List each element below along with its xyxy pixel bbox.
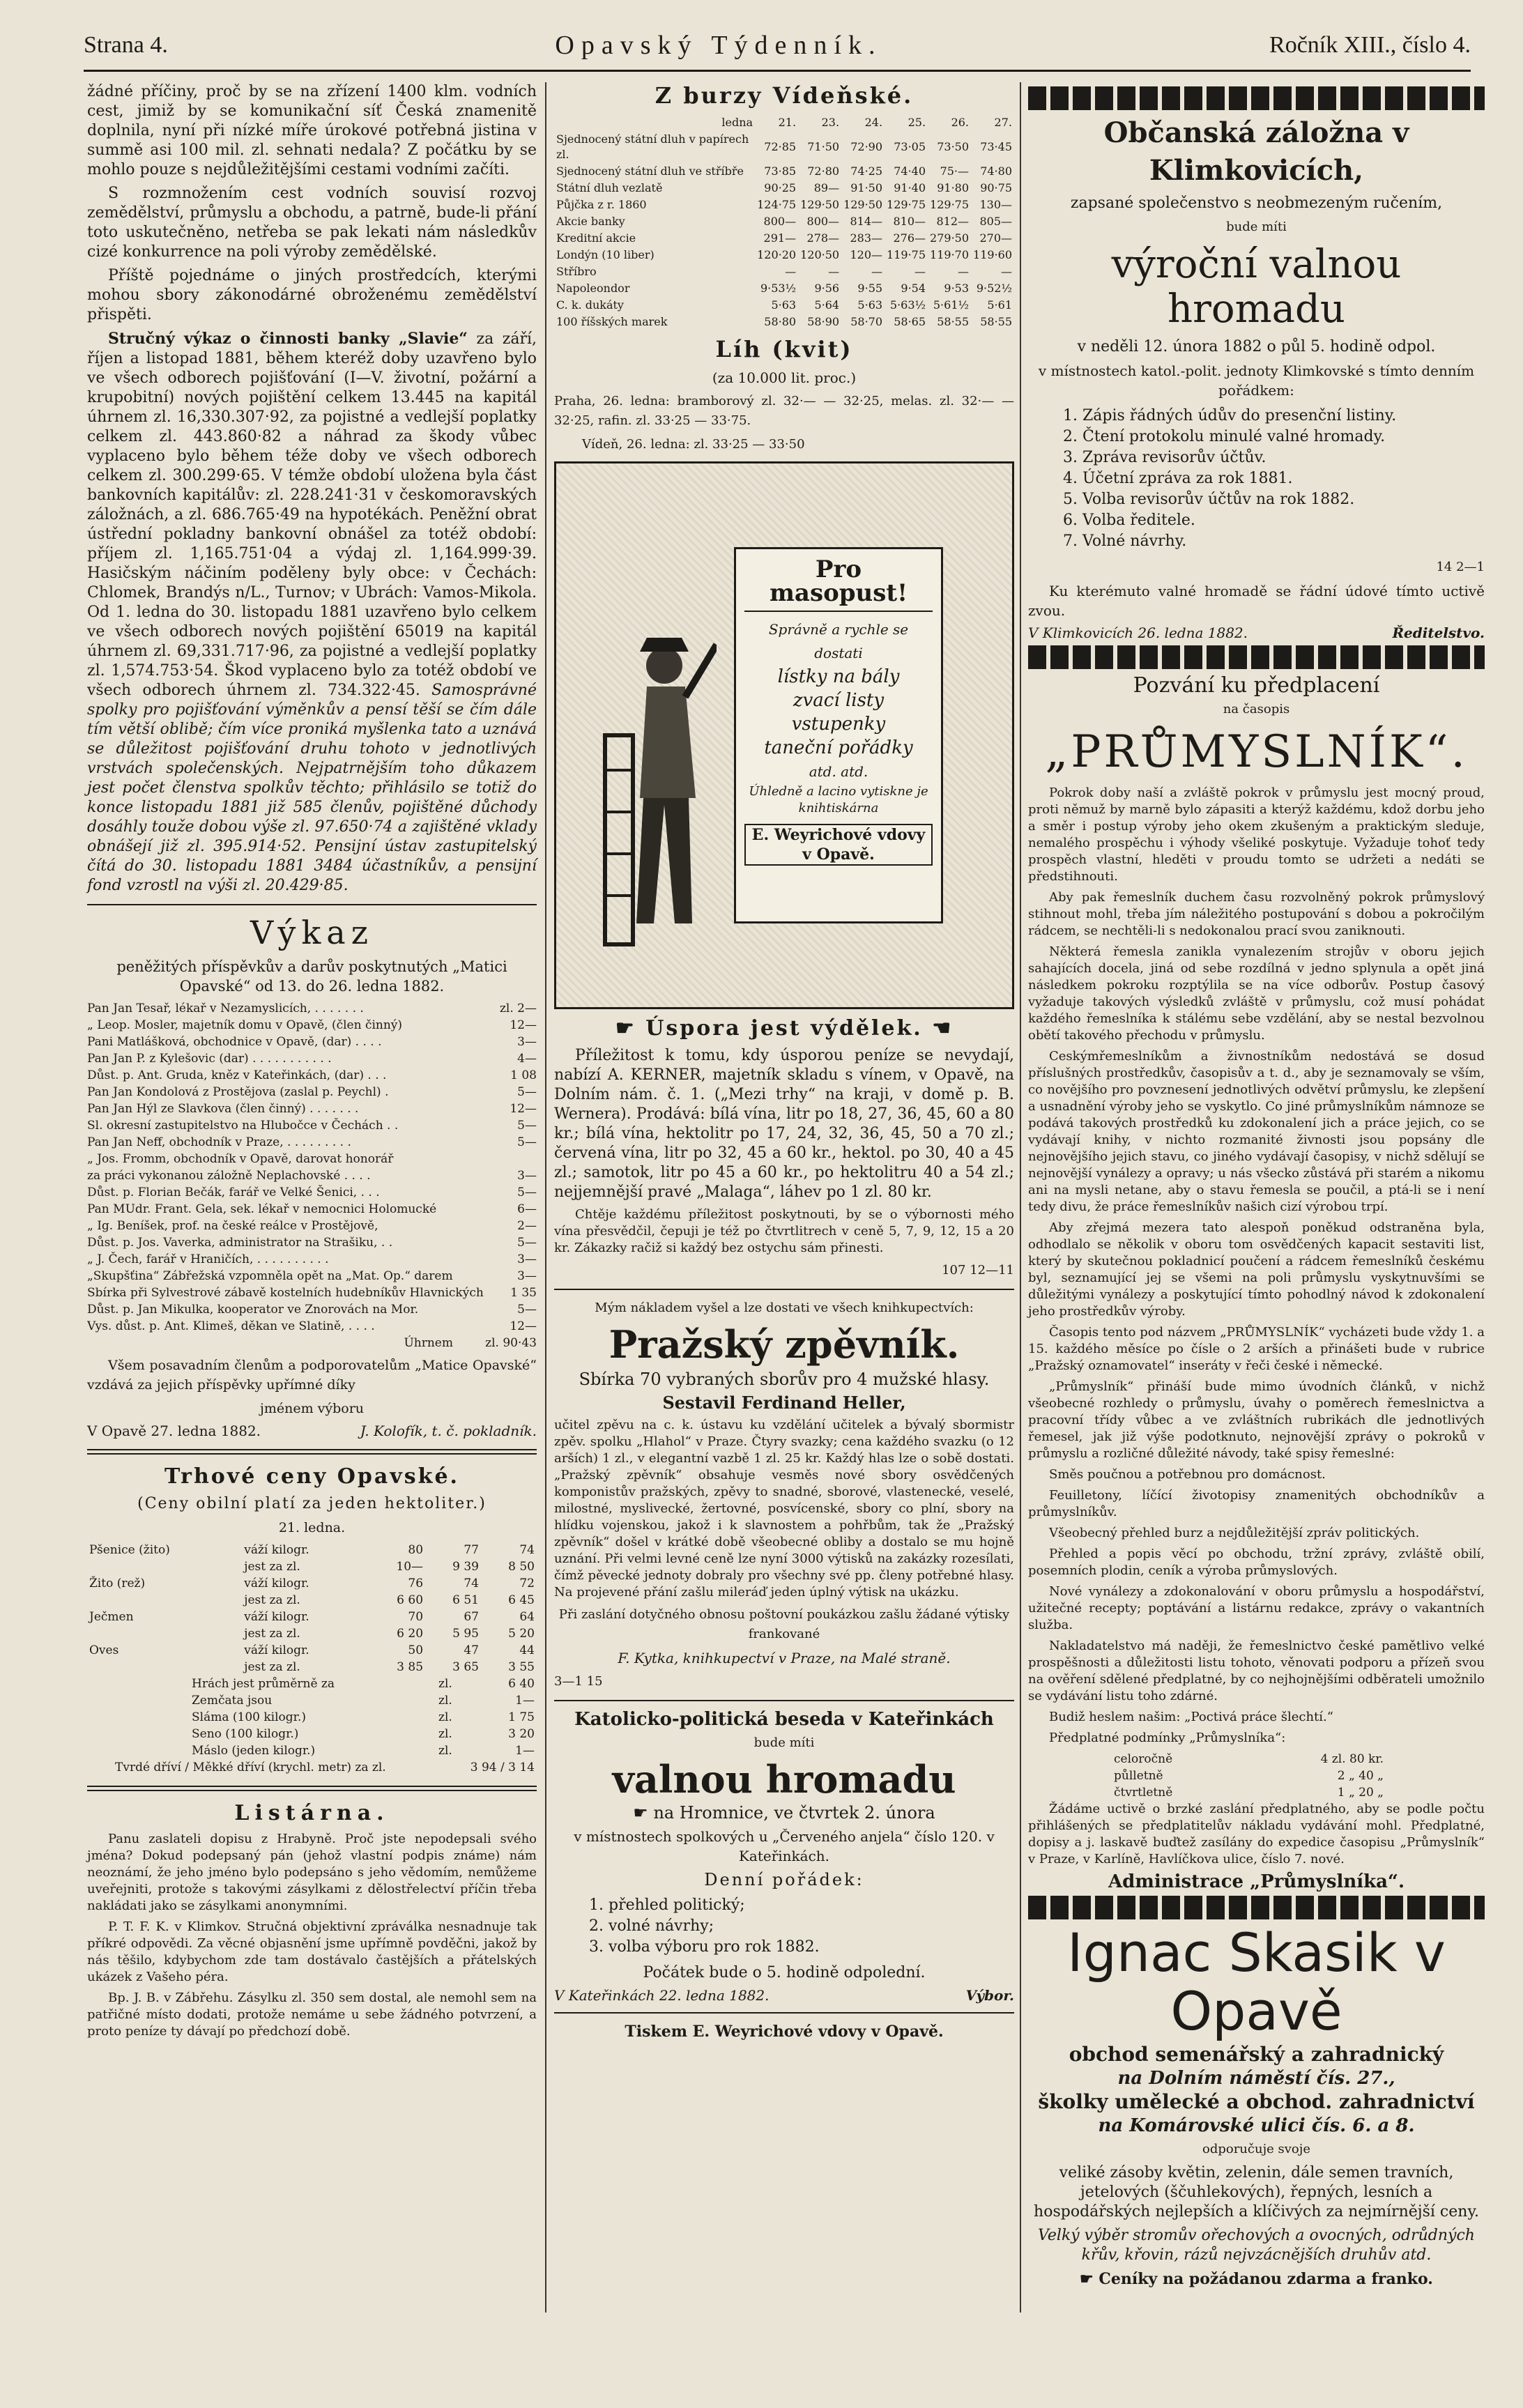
table-row: Kreditní akcie 291— 278— 283— 276— 279·50 270— [556,231,1012,245]
column-3 [1028,82,1485,2293]
table-row: Tvrdé dříví / Měkké dříví (krychl. metr) za zl. 3 94 / 3 14 [115,1761,535,1774]
list-item: „ Leop. Mosler, majetník domu v Opavě, (člen činný) 12— [87,1018,537,1032]
list-item: Důst. p. Jos. Vaverka, administrator na Strašiku, . . 5— [87,1236,537,1250]
masthead: Opavský Týdenník. [555,31,882,60]
divider [554,1700,1014,1701]
poster-line: atd. atd. [809,763,868,780]
price-head: Předplatné podmínky „Průmyslníka“: [1049,1731,1286,1745]
ad-number: 14 2—1 [1436,560,1485,574]
list-item: 1. Zápis řádných údův do presenční listiny. [1063,407,1397,424]
skasik-text: veliké zásoby květin, zelenin, dále semen travních, jetelových (ščuhlekových), řepných, lesních a hospodářských nejlepších a klíčivých za nejmírnější ceny. [1034,2164,1479,2221]
listarna-item: P. T. F. K. v Klimkov. Stručná objektivní zpráválka nesnadnuje tak příkré odpovědi. Za věcné objasnění jsme upřímně povděčni, jakož by nás těšilo, kdybychom zde tam dostávalo častějších a přátelských ukázek z Vašeho péra. [87,1919,537,1984]
list-item: Pan Jan P. z Kylešovic (dar) . . . . . . . . . . . 4— [87,1052,537,1066]
article-paragraph: Všeobecný přehled burz a nejdůležitější zpráv politických. [1049,1526,1420,1540]
donor-list [87,1000,537,1351]
table-row: jest za zl. 6 20 5 95 5 20 [244,1627,535,1641]
pozvani-subtitle: na časopis [1223,702,1290,716]
list-item: Sl. okresní zastupitelstvo na Hlubočce v Čechách . . 5— [87,1119,537,1133]
table-row: Seno (100 kilogr.) zl. 3 20 [192,1727,535,1741]
zalozna-end: Ku kterémuto valné hromadě se řádní údové tímto uctivě zvou. [1028,583,1485,619]
skasik-text: ☛ Ceníky na požádanou zdarma a franko. [1080,2270,1433,2288]
table-row: Londýn (10 liber) 120·20 120·50 120— 119·75 119·70 119·60 [556,248,1012,261]
beseda-when: ☛ na Hromnice, ve čtvrtek 2. února [633,1803,935,1823]
prices-title: Trhové ceny Opavské. [164,1464,459,1489]
list-item: „ Ig. Beníšek, prof. na české reálce v Prostějově, 2— [87,1219,537,1233]
zpevnik-text: učitel zpěvu na c. k. ústavu ku vzdělání učitelek a bývalý sbormistr zpěv. spolku „Hlahol“ v Praze. Čtyry svazky; cena každého svazku (o 12 arších) 1 zl., v elegantní vazbě 1 zl. 25 kr. Každý hlas lze o sobě dostati. „Pražský zpěvník“ obsahuje vesměs nové sbory osvědčených komponistův pražských, zpěvy to snadné, sborové, vlastenecké, veselé, milostné, myslivecké, žertovné, posvícenské, sbory co plní, sbory na hlídku vojenskou, jakož i k slavnostem a pohřbům, tak že „Pražský zpěvník“ došel v krátké době všeobecné obliby a dostalo se mu hojně uznání. Při velmi levné ceně lze nyní 3000 výtisků na zakázky rozesílati, čímž pěvecké jednoty dobraly pro všechny své pp. členy potřebné hlasy. Na projevené přání zašlu mileráď jeden úplný výtisk na ukázku. [554,1418,1014,1600]
list-item: Vys. důst. p. Ant. Klimeš, děkan ve Slatině, . . . . 12— [87,1319,537,1333]
poster-line: Úhledně a lacino vytiskne je knihtiskárna [749,784,928,815]
pointing-hand-icon: ☛ [1080,2270,1099,2288]
signature-name: Výbor. [965,1987,1014,2004]
page-number: Strana 4. [84,32,168,58]
uspora-text-2: Chtěje každému příležitost poskytnouti, by se o výbornosti mého vína přesvědčil, čepuji je též po čtvrtlitrech v ceně 5, 7, 9, 12, 15 a 20 kr. Zákazky račiž si každý bez ostychu sám přinesti. [554,1207,1014,1255]
table-row: jest za zl. 10— 9 39 8 50 [244,1560,535,1574]
thanks-by: jménem výboru [259,1401,365,1416]
table-row: Akcie banky 800— 800— 814— 810— 812— 805— [556,215,1012,228]
list-item: 1. přehled politický; [589,1896,745,1914]
list-item: 6. Volba ředitele. [1063,512,1195,529]
article-paragraph: Feuilletony, líčící životopisy znamenitých obchodníkův a průmyslníkův. [1028,1488,1485,1519]
table-row: Máslo (jeden kilogr.) zl. 1— [192,1744,535,1758]
ornamental-band [1028,1896,1485,1919]
beseda-start: Počátek bude o 5. hodině odpolední. [643,1964,926,1981]
article-paragraph: S rozmnožením cest vodních souvisí rozvoj zemědělství, průmyslu a obchodu, a patrně, bude-li přání toto uskutečněno, netřeba se pak lekati nám následkův cizé konkurrence na poli výroby zemědělské. [87,185,537,261]
table-row: Sláma (100 kilogr.) zl. 1 75 [192,1710,535,1724]
zpevnik-pre: Mým nákladem vyšel a lze dostati ve všech knihkupectvích: [595,1301,974,1315]
article-paragraph: „Průmyslník“ přináší bude mimo úvodních článků, v nichž všeobecné rozhledy o průmyslu, úvahy o poměrech řemeslnictva a pracovní třídy vůbec a ve zvláštních rubrikách dle jednotlivých řemesel, jak již výše podotknuto, nejnovější zprávy o pokroků v průmyslu a rozličné důležité návody, také spisy řemeslné: [1028,1379,1485,1461]
signature-place: V Kateřinkách 22. ledna 1882. [554,1987,770,2004]
table-row: Půjčka z r. 1860 124·75 129·50 129·50 129·75 129·75 130— [556,198,1012,211]
table-row: jest za zl. 6 60 6 51 6 45 [244,1593,535,1607]
article-paragraph: Žádáme uctivě o brzké zaslání předplatného, aby se podle počtu přihlášených se předplatitelův nákladu vydávání mohl. Předplatné, dopisy a j. laskavě buďtež zasílány do expedice časopisu „Průmyslník“ v Praze, v Karlíně, Havlíčkova ulice, číslo 7. nové. [1028,1802,1485,1866]
poster-line: taneční pořádky [764,737,913,758]
article-paragraph: Směs poučnou a potřebnou pro domácnost. [1049,1467,1326,1482]
signature-block [554,1987,1014,2004]
signature-name: Ředitelstvo. [1392,624,1485,641]
beseda-program-title: Denní pořádek: [704,1870,864,1889]
poster-sign [734,547,943,923]
poster-line: zvací listy [793,690,885,711]
printer-line: Tiskem E. Weyrichové vdovy v Opavě. [625,2023,944,2041]
issue-info: Ročník XIII., číslo 4. [1269,32,1471,58]
listarna-item: Panu zaslateli dopisu z Hrabyně. Proč jste nepodepsali svého jména? Dokud podepsaný pán (jehož vlastní podpis známe) nám neoznámí, že jeho jméno bylo podepsáno s jeho vědomím, nemůžeme uveřejniti, protože s takovými zásylkami z dělostřelectví příčin třeba nakládati jako se zásylkami anonymními. [87,1832,537,1913]
table-row: jest za zl. 3 85 3 65 3 55 [244,1660,535,1674]
list-item: Důst. p. Jan Mikulka, kooperator ve Znorovách na Mor. 5— [87,1303,537,1317]
lih-title: Líh (kvit) [715,336,853,362]
pozvani-title: Pozvání ku předplacení [1133,673,1380,698]
skasik-text: Velký výběr stromův ořechových a ovocných, odrůdných křův, křovin, rázů nejvzácnějších druhův atd. [1038,2227,1475,2264]
table-row: Zemčata jsou zl. 1— [192,1694,535,1708]
table-row: čtvrtletně 1 „ 20 „ [1114,1786,1384,1800]
zpevnik-subtitle: Sbírka 70 vybraných sborův pro 4 mužské hlasy. [579,1370,990,1389]
article-paragraph: Budiž heslem našim: „Poctivá práce šlechtí.“ [1049,1710,1333,1724]
ornamental-band [1028,645,1485,669]
column-divider [545,82,546,2313]
prices-subtitle: (Ceny obilní platí za jeden hektoliter.) [137,1495,487,1512]
signature-block [87,1422,537,1439]
list-item: Pan Jan Tesař, lékař v Nezamyslicích, . . . . . . . zl. 2— [87,1002,537,1015]
poster-title: Pro masopust! [744,558,933,612]
article-paragraph: Příště pojednáme o jiných prostředcích, kterými mohou sbory zákonodárné obroženému zemědělství přispěti. [87,267,537,323]
signature-place: V Klimkovicích 26. ledna 1882. [1028,624,1248,641]
skasik-name: Ignac Skasik v Opavě [1067,1922,1446,2042]
illustration-bill-poster [598,631,717,958]
subscription-table [1112,1751,1386,1801]
divider [87,1786,537,1791]
beseda-big: valnou hromadu [612,1757,956,1802]
list-item: 5. Volba revisorův účtův na rok 1882. [1063,491,1355,508]
zalozna-big: výroční valnou hromadu [1111,242,1402,332]
list-item: Pan Jan Hýl ze Slavkova (člen činný) . . . . . . . 12— [87,1102,537,1116]
beseda-program [554,1895,1014,1958]
list-item: Pan Jan Neff, obchodník v Praze, . . . . . . . . . 5— [87,1135,537,1149]
lih-text-2: Vídeň, 26. ledna: zl. 33·25 — 33·50 [582,437,805,452]
table-row: Sjednocený státní dluh ve stříbře 73·85 72·80 74·25 74·40 75·— 74·80 [556,164,1012,178]
lih-text: Praha, 26. ledna: bramborový zl. 32·— — 32·25, melas. zl. 32·— — 32·25, rafin. zl. 33·25 — 33·75. [554,394,1014,428]
table-row: Stříbro — — — — — — [556,265,1012,278]
zpevnik-signature: F. Kytka, knihkupectví v Praze, na Malé straně. [618,1650,951,1666]
zalozna-subtitle: zapsané společenstvo s neobmezeným ručením, [1070,194,1443,212]
slavie-text-italic: Samosprávné spolky pro pojišťování výměnkův a pensí těší se čím dále tím větší oblibě; čím více proniká myšlenka tato a uznává se důležitost pojišťování druhu tohoto v jednotlivých vrstvách společenských. Nejpatrnějším toho důkazem jest počet členstva spolkův těchto; přihlásilo se totiž do konce listopadu 1881 již 585 členův, pojištěné důchody dosáhly touže dobou výše zl. 97.650·74 a zajištěné vklady obnášejí již zl. 395.914·52. Pensijní ústav zastupitelský čítá do 30. listopadu 1881 3484 účastníkův, a pensijní fond vzrostl na výši zl. 20.429·85. [87,682,537,894]
column-divider [1020,82,1021,2313]
lih-subtitle: (za 10.000 lit. proc.) [712,369,857,386]
poster-shop: E. Weyrichové vdovy v Opavě. [744,824,933,866]
list-item: Pan MUdr. Frant. Gela, sek. lékař v nemocnici Holomucké 6— [87,1202,537,1216]
article-paragraph: Pokrok doby naší a zvláště pokrok v průmyslu jest mocný proud, proti němuž by marně bylo zápasiti a kterýž každému, kdož dorbu jeho a směr i postup výroby jeho okem zkušeným a praktickým sleduje, nemalého prospěchu i výhody všeliké poskytuje. Vyžaduje tohoť tedy prospěch vlastní, hleděti v proudu tomto se udržeti a nedáti se předstihnouti. [1028,785,1485,884]
skasik-subtitle: obchod semenářský a zahradnický [1069,2043,1444,2066]
slavie-text: za září, říjen a listopad 1881, během kteréž doby uzavřeno bylo ve všech odborech pojišťování (I—V. životní, požární a krupobitní) nových pojištění celkem 13.445 na kapitál úhrnem zl. 16,330.307·92, za pojistné a vedlejší poplatky celkem zl. 443.860·82 a náhrad za škody vůbec vyplaceno bylo během téže doby ve všech odborech celkem zl. 300.299·65. V témže období uložena byla část bankovních kapitálův: zl. 228.241·31 v českomoravských záložnách, a zl. 686.765·49 na hypotékách. Peněžní obrat ústřední pokladny bankovní obnášel za totéž období: příjem zl. 1,165.751·04 a výdaj zl. 1,164.999·39. Hasičským náčiním poděleny byly obce: v Čechách: Chlomek, Brandýs n/L., Turnov; v Ubrách: Vamos-Mikola. Od 1. ledna do 30. listopadu 1881 uzavřeno bylo celkem ve všech odborech nových pojištění 65019 na kapitál úhrnem zl. 69,331.717·96, za pojistné a vedlejší poplatky zl. 1,574.753·54. Škod vyplaceno bylo za totéž období ve všech odborech úhrnem zl. 734.322·45. [87,330,537,699]
table-row: Žito (rež) váží kilogr. 76 74 72 [89,1577,535,1590]
vykaz-subtitle: peněžitých příspěvkův a darův poskytnutých „Matici Opavské“ od 13. do 26. ledna 1882. [116,958,507,995]
header-rule [84,70,1471,72]
poster-line: lístky na bály [777,666,900,687]
list-item: Sbírka při Sylvestrové zábavě kostelních hudebníkův Hlavnických 1 35 [87,1286,537,1300]
table-row: Hrách jest průměrně za zl. 6 40 [192,1677,535,1691]
table-row: Sjednocený státní dluh v papírech zl. 72·85 71·50 72·90 73·05 73·50 73·45 [556,132,1012,161]
listarna-title: Listárna. [234,1801,390,1825]
article-paragraph: Časopis tento pod názvem „PRŮMYSLNÍK“ vycházeti bude vždy 1. a 15. každého měsíce po čísle o 2 arších a přinášeti bude v rubrice „Pražský oznamovatel“ inseráty v řeči české i německé. [1028,1325,1485,1373]
price-table [87,1542,537,1675]
pointing-hand-icon: ☚ [922,1016,954,1041]
divider [87,904,537,905]
ad-number: 3—1 15 [554,1674,603,1689]
beseda-subtitle: bude míti [753,1735,815,1750]
divider [87,1449,537,1455]
table-row: celoročně 4 zl. 80 kr. [1114,1752,1384,1766]
article-paragraph: Přehled a popis věcí po obchodu, tržní zprávy, zvláště obilí, posemních plodin, ceník a výroba průmyslových. [1028,1547,1485,1578]
table-row: Oves váží kilogr. 50 47 44 [89,1643,535,1657]
article-paragraph: Nakladatelstvo má naději, že řemeslnictvo české pamětlivo velké prospěšnosti a důležitosti listu tohoto, věnovati podporu a přízeň svou na ověření sdělené předplatné, by co nejhojnějšími odběrateli umožnilo se vydávání listu toho zdárné. [1028,1639,1485,1703]
list-item: 2. Čtení protokolu minulé valné hromady. [1063,428,1386,445]
uspora-title: ☛ Úspora jest výdělek. ☚ [615,1016,954,1041]
divider [554,1289,1014,1290]
list-item: Úhrnem zl. 90·43 [404,1336,537,1350]
zalozna-program [1028,406,1485,552]
table-row: ledna 21. 23. 24. 25. 26. 27. [721,116,1012,129]
skasik-location: na Dolním náměstí čís. 27., [1117,2068,1395,2089]
uspora-text: Příležitost k tomu, kdy úsporou peníze se nevydají, nabízí A. KERNER, majetník skladu s vínem, v Opavě, na Dolním nám. č. 1. („Mezi trhy“ na kraji, v domě p. B. Wernera). Prodává: bílá vína, litr po 18, 27, 36, 45, 60 a 80 kr.; bílá vína, hektolitr po 17, 24, 32, 36, 45, 50 a 70 zl.; červená vína, litr po 32, 45 a 60 kr., hektol. po 30, 40 a 45 zl.; samotok, litr po 45 a 60 kr., po hektolitru 40 a 54 zl.; nejjemnější pravé „Malaga“, láhev po 1 zl. 80 kr. [554,1047,1014,1201]
zalozna-subtitle-2: bude míti [1226,220,1287,234]
article-paragraph: Nové vynálezy a zdokonalování v oboru průmyslu a hospodářství, užitečné recepty; poptávání a listárnu redakce, zprávy o vakantních služba. [1028,1584,1485,1632]
pointing-hand-icon: ☛ [615,1016,646,1041]
table-row: C. k. dukáty 5·63 5·64 5·63 5·63½ 5·61½ 5·61 [556,298,1012,312]
table-row: Napoleondor 9·53½ 9·56 9·55 9·54 9·53 9·52½ [556,282,1012,295]
ornamental-band [1028,86,1485,110]
list-item: 2. volné návrhy; [589,1917,714,1935]
zalozna-title: Občanská záložna v Klimkovicích, [1103,116,1409,187]
zalozna-where: v místnostech katol.-polit. jednoty Klimkovské s tímto denním pořádkem: [1038,362,1475,399]
prumyslnik-admin: Administrace „Průmyslníka“. [1108,1871,1405,1892]
list-item: 3. Zpráva revisorův účtův. [1063,449,1266,466]
skasik-location-2: na Komárovské ulici čís. 6. a 8. [1098,2115,1415,2136]
zpevnik-title: Pražský zpěvník. [609,1322,960,1367]
signature-block [1028,624,1485,641]
prumyslnik-title: „PRŮMYSLNÍK“. [1045,726,1468,778]
column-1 [87,82,537,2044]
article-paragraph: Ceskýmřemeslníkům a živnostníkům nedostává se dosud příslušných prostředkův, časopisův a t. d., aby je seznamovaly se vším, co novějšího pro povznesení jednotlivých odvětví průmyslu, ke zlepšení a usnadnění výroby jeho se vyskytlo. Co jiné průmyslníkům námnoze se podává takových prostředků ku zdokonalení jich a práce jejich, co se vydávají knihy, v nichto rozmanité živnosti jsou popsány dle nejnovějšího jejich stavu, co jiného vydávají časopisy, v nichž sdělují se nejnovější vynálezy a opravy; u nás všecko zůstává při starém a nikomu ani na mysli netane, aby o stavu řemesla se poučil, a ptá-li se i není tedy divu, že práce řemeslníkův našich cizí výrobou trpí. [1028,1049,1485,1214]
list-item: „ Jos. Fromm, obchodník v Opavě, darovat honorář [87,1152,394,1166]
article-paragraph: Některá řemesla zanikla vynalezením strojův v oboru jejich sahajících docela, jiná od sebe rozdílná v jedno splynula a opět jiná následkem pokroku rozptýlila se na více odborův. Postup časový vyžaduje takových výsledků zvláště v průmyslu, což musí pohádat každého řemeslníka k stálému sebe vzdělání, aby se nestal bezvolnou obětí takového přechodu v průmyslu. [1028,944,1485,1043]
signature-place: V Opavě 27. ledna 1882. [87,1422,261,1439]
thanks-text: Všem posavadním členům a podporovatelům „Matice Opavské“ vzdává za jejich příspěvky upřímné díky [87,1358,537,1393]
divider [554,2012,1014,2014]
article-paragraph: Aby pak řemeslník duchem času rozvolněný pokrok průmyslový stihnout mohl, třeba jím náležitého postupování s dobou a pokročilým rádcem, se nechtěli-li s nedokonalou prací svou zaniknouti. [1028,890,1485,938]
list-item: Důst. p. Ant. Gruda, kněz v Kateřinkách, (dar) . . . 1 08 [87,1068,537,1082]
list-item: Důst. p. Florian Bečák, farář ve Velké Šenici, . . . 5— [87,1186,537,1199]
list-item: 7. Volné návrhy. [1063,532,1187,550]
column-2 [554,82,1014,2046]
list-item: 3. volba výboru pro rok 1882. [589,1938,820,1956]
table-row: půlletně 2 „ 40 „ [1114,1769,1384,1783]
page-header [84,21,1471,70]
skasik-text: odporučuje svoje [1202,2142,1311,2156]
article-paragraph: žádné příčiny, proč by se na zřízení 1400 klm. vodních cest, jimiž by se komunikační síť Česká znamenitě doplnila, nyní při nízké míře úrokové potřebná jistina v summě asi 100 mil. zl. sehnati nedala? Z počátku by se mohlo pouze s nejdůležitějšími cestami vodními začíti. [87,83,537,178]
skasik-subtitle-2: školky umělecké a obchod. zahradnictví [1038,2090,1475,2113]
vykaz-title: Výkaz [250,914,374,951]
burza-title: Z burzy Vídeňské. [655,82,914,109]
exchange-table [554,114,1014,330]
list-item: „ J. Čech, farář v Hraničích, . . . . . . . . . . 3— [87,1252,537,1266]
zalozna-when: v neděli 12. února 1882 o půl 5. hodině odpol. [1077,338,1436,355]
zpevnik-end: Při zaslání dotyčného obnosu poštovní poukázkou zašlu žádané výtisky frankované [558,1607,1010,1641]
table-row: Státní dluh vezlatě 90·25 89— 91·50 91·40 91·80 90·75 [556,181,1012,194]
poster-line: Správně a rychle se dostati [768,621,909,661]
slavie-title: Stručný výkaz o činnosti banky „Slavie“ [108,330,468,348]
list-item: Pan Jan Kondolová z Prostějova (zaslal p. Peychl) . 5— [87,1085,537,1099]
pointing-hand-icon: ☛ [633,1803,654,1823]
price-extra-table [87,1675,537,1776]
prices-date: 21. ledna. [278,1520,346,1535]
table-row: 100 říšských marek 58·80 58·90 58·70 58·65 58·55 58·55 [556,315,1012,328]
beseda-title: Katolicko-politická beseda v Kateřinkách [574,1709,994,1730]
ad-number: 107 12—11 [942,1263,1014,1278]
signature-name: J. Kolofík, t. č. pokladník. [360,1422,537,1439]
masopust-advert [554,461,1014,1009]
list-item: 4. Účetní zpráva za rok 1881. [1063,470,1293,487]
listarna-item: Bp. J. B. v Zábřehu. Zásylku zl. 350 sem dostal, ale nemohl sem na patřičné místo dodati, protože nemáme u sebe žádného potvrzení, a proto peníze ty dávají po předchozí době. [87,1991,537,2039]
table-row: Pšenice (žito) váží kilogr. 80 77 74 [89,1543,535,1557]
table-row: Ječmen váží kilogr. 70 67 64 [89,1610,535,1624]
poster-line: vstupenky [791,714,886,735]
list-item: Pani Matlášková, obchodnice v Opavě, (dar) . . . . 3— [87,1035,537,1049]
list-item: za práci vykonanou záložně Neplachovské . . . . 3— [87,1169,537,1183]
zpevnik-editor: Sestavil Ferdinand Heller, [662,1393,906,1413]
article-paragraph: Aby zřejmá mezera tato alespoň poněkud odstraněna byla, odhodlalo se několik v oboru tom osvědčených kapacit sestaviti list, který by skutečnou pokladnicí poučení a rádcem řemeslníků českému byl, seznamující jej se všemi na poli průmyslu vyskytnuvšími se důležitými vynálezy a poskytující tímto pohodlný návod k zdokonalení jeho prostředkův výroby. [1028,1220,1485,1319]
list-item: „Skupšťina“ Zábřežská vzpomněla opět na „Mat. Op.“ darem 3— [87,1269,537,1283]
beseda-where: v místnostech spolkových u „Červeného anjela“ číslo 120. v Kateřinkách. [574,1828,995,1864]
